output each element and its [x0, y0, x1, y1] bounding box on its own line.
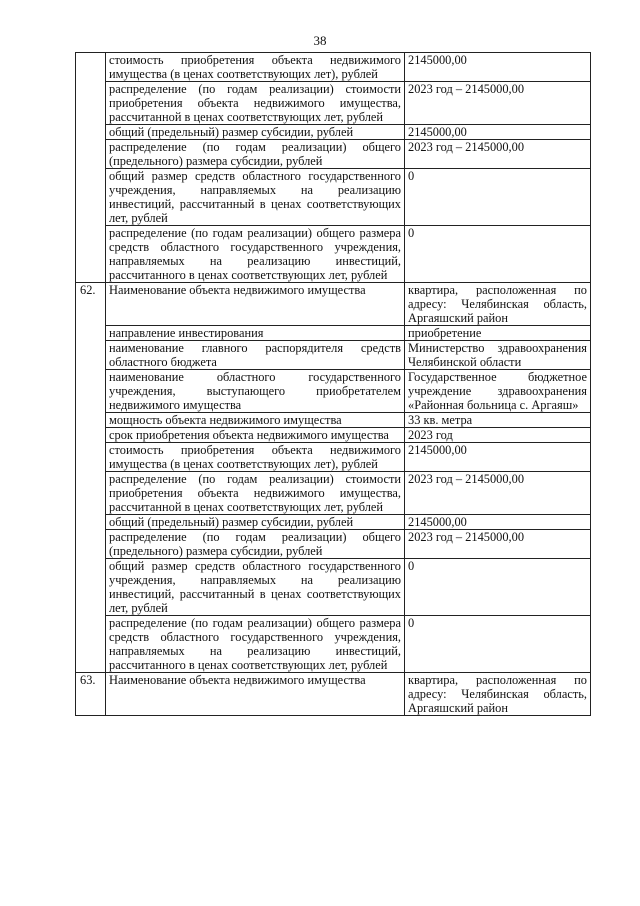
parameter-label-cell: распределение (по годам реализации) общего (предельного) размера субсидии, рублей [106, 530, 405, 559]
table-row [76, 443, 591, 472]
table-row [76, 53, 591, 82]
parameter-label-cell: наименование областного государственного учреждения, выступающего приобретателем недвижимого имущества [106, 370, 405, 413]
parameter-label-cell: Наименование объекта недвижимого имущества [106, 673, 405, 716]
table-row [76, 125, 591, 140]
table-row [76, 616, 591, 673]
parameter-label-cell: мощность объекта недвижимого имущества [106, 413, 405, 428]
parameter-value-cell: 2023 год – 2145000,00 [405, 530, 591, 559]
parameter-value-cell: 2023 год [405, 428, 591, 443]
parameter-label-cell: распределение (по годам реализации) стоимости приобретения объекта недвижимого имущества, рассчитанной в ценах соответствующих лет, рублей [106, 472, 405, 515]
parameter-label-cell: распределение (по годам реализации) общего размера средств областного государственного учреждения, направляемых на реализацию инвестиций, рассчитанного в ценах соответствующих лет, рублей [106, 616, 405, 673]
table-body [76, 53, 591, 716]
parameter-label-cell: распределение (по годам реализации) общего размера средств областного государственного учреждения, направляемых на реализацию инвестиций, рассчитанного в ценах соответствующих лет, рублей [106, 226, 405, 283]
parameter-value-cell: 0 [405, 169, 591, 226]
parameter-value-cell: Министерство здравоохранения Челябинской области [405, 341, 591, 370]
table-row [76, 326, 591, 341]
parameter-value-cell: 2023 год – 2145000,00 [405, 82, 591, 125]
parameter-label-cell: наименование главного распорядителя средств областного бюджета [106, 341, 405, 370]
parameter-label-cell: распределение (по годам реализации) общего (предельного) размера субсидии, рублей [106, 140, 405, 169]
parameter-label-cell: общий размер средств областного государственного учреждения, направляемых на реализацию инвестиций, рассчитанный в ценах соответствующих лет, рублей [106, 169, 405, 226]
table-row [76, 169, 591, 226]
table-row [76, 226, 591, 283]
parameter-label-cell: направление инвестирования [106, 326, 405, 341]
table-row [76, 413, 591, 428]
table-row [76, 341, 591, 370]
table-row [76, 530, 591, 559]
parameter-label-cell: Наименование объекта недвижимого имущества [106, 283, 405, 326]
parameter-value-cell: приобретение [405, 326, 591, 341]
page-number: 38 [313, 33, 327, 48]
parameter-label-cell: общий размер средств областного государственного учреждения, направляемых на реализацию инвестиций, рассчитанный в ценах соответствующих лет, рублей [106, 559, 405, 616]
parameter-value-cell: 2145000,00 [405, 443, 591, 472]
investment-objects-table [75, 52, 591, 716]
item-number-cell: 63. [76, 673, 106, 716]
parameter-label-cell: общий (предельный) размер субсидии, рублей [106, 515, 405, 530]
parameter-value-cell: 0 [405, 226, 591, 283]
item-number-cell: 62. [76, 283, 106, 673]
parameter-label-cell: общий (предельный) размер субсидии, рублей [106, 125, 405, 140]
parameter-value-cell: 0 [405, 616, 591, 673]
table-row [76, 559, 591, 616]
parameter-label-cell: стоимость приобретения объекта недвижимого имущества (в ценах соответствующих лет), рублей [106, 53, 405, 82]
parameter-value-cell: 2145000,00 [405, 125, 591, 140]
table-row [76, 140, 591, 169]
parameter-value-cell: 2145000,00 [405, 53, 591, 82]
item-number-cell [76, 53, 106, 283]
parameter-label-cell: распределение (по годам реализации) стоимости приобретения объекта недвижимого имущества, рассчитанной в ценах соответствующих лет, рублей [106, 82, 405, 125]
parameter-value-cell: 2145000,00 [405, 515, 591, 530]
table-row [76, 472, 591, 515]
parameter-value-cell: 0 [405, 559, 591, 616]
parameter-value-cell: квартира, расположенная по адресу: Челябинская область, Аргаяшский район [405, 673, 591, 716]
parameter-value-cell: Государственное бюджетное учреждение здравоохранения «Районная больница с. Аргаяш» [405, 370, 591, 413]
table-row [76, 370, 591, 413]
parameter-value-cell: квартира, расположенная по адресу: Челябинская область, Аргаяшский район [405, 283, 591, 326]
table-row [76, 283, 591, 326]
table-row [76, 428, 591, 443]
parameter-value-cell: 2023 год – 2145000,00 [405, 472, 591, 515]
table-row [76, 515, 591, 530]
table-row [76, 673, 591, 716]
parameter-value-cell: 33 кв. метра [405, 413, 591, 428]
parameter-label-cell: срок приобретения объекта недвижимого имущества [106, 428, 405, 443]
parameter-label-cell: стоимость приобретения объекта недвижимого имущества (в ценах соответствующих лет), рублей [106, 443, 405, 472]
table-row [76, 82, 591, 125]
parameter-value-cell: 2023 год – 2145000,00 [405, 140, 591, 169]
